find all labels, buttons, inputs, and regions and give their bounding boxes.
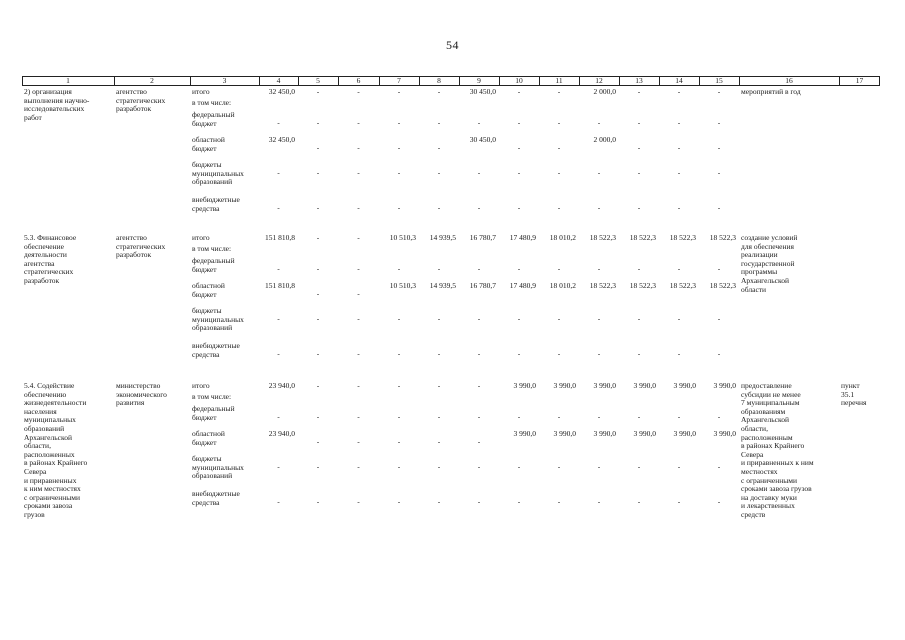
activity-name: 5.4. Содействие — [24, 381, 75, 390]
column-number: 2 — [150, 76, 154, 85]
empty-value: - — [397, 117, 401, 127]
empty-value: - — [717, 117, 721, 127]
amount-value: 151 810,8 — [265, 281, 295, 290]
column-number: 12 — [595, 76, 603, 85]
funding-source: в том числе: — [192, 98, 232, 107]
column-number: 3 — [222, 76, 227, 85]
empty-value: - — [637, 87, 641, 96]
empty-value: - — [477, 202, 481, 212]
amount-value: 14 939,5 — [429, 233, 456, 242]
funding-source: муниципальных — [192, 462, 244, 472]
amount-value: 3 990,0 — [713, 381, 736, 390]
empty-value: - — [316, 233, 320, 242]
empty-value: - — [437, 87, 441, 96]
empty-value: - — [717, 142, 721, 152]
column-number: 7 — [397, 76, 401, 85]
empty-value: - — [517, 411, 521, 421]
empty-value: - — [397, 167, 401, 177]
empty-value: - — [557, 411, 561, 421]
amount-value: 3 990,0 — [553, 429, 576, 438]
empty-value: - — [557, 348, 561, 358]
column-number: 8 — [437, 76, 441, 85]
expected-result: для обеспечения — [741, 241, 794, 251]
funding-source: бюджет — [192, 143, 217, 153]
amount-value: 18 010,2 — [549, 233, 576, 242]
empty-value: - — [437, 496, 441, 506]
page-number: 54 — [446, 38, 459, 52]
empty-value: - — [437, 436, 441, 446]
empty-value: - — [397, 436, 401, 446]
reference-note: 35.1 — [841, 389, 855, 399]
activity-name: к ним местностях — [24, 484, 81, 494]
empty-value: - — [397, 348, 401, 358]
expected-result: сроками завоза грузов — [741, 484, 812, 494]
empty-value: - — [677, 313, 681, 323]
amount-value: 2 000,0 — [593, 135, 616, 144]
empty-value: - — [717, 313, 721, 323]
amount-value: 32 450,0 — [268, 87, 295, 96]
empty-value: - — [477, 496, 481, 506]
empty-value: - — [677, 117, 681, 127]
funding-source: областной — [192, 135, 225, 144]
empty-value: - — [637, 167, 641, 177]
expected-result: предоставление — [741, 381, 792, 390]
expected-result: государственной — [741, 258, 795, 268]
amount-value: 3 990,0 — [553, 381, 576, 390]
funding-source: областной — [192, 281, 225, 290]
empty-value: - — [717, 348, 721, 358]
empty-value: - — [277, 348, 280, 358]
funding-source: образований — [192, 323, 233, 333]
empty-value: - — [357, 117, 360, 127]
empty-value: - — [437, 263, 441, 273]
empty-value: - — [437, 348, 441, 358]
empty-value: - — [316, 313, 320, 323]
activity-name: деятельности — [24, 250, 67, 260]
amount-value: 10 510,3 — [389, 281, 416, 290]
empty-value: - — [437, 142, 441, 152]
reference-note: перечня — [841, 398, 867, 408]
empty-value: - — [277, 496, 280, 506]
funding-source: муниципальных — [192, 314, 244, 324]
expected-result: средств — [741, 510, 766, 519]
empty-value: - — [557, 461, 561, 471]
empty-value: - — [477, 411, 481, 421]
funding-source: бюджет — [192, 412, 217, 422]
empty-value: - — [717, 496, 721, 506]
empty-value: - — [316, 436, 320, 446]
activity-name: в районах Крайнего — [24, 458, 88, 468]
empty-value: - — [677, 263, 681, 273]
empty-value: - — [316, 348, 320, 358]
amount-value: 18 522,3 — [669, 281, 696, 290]
empty-value: - — [597, 496, 601, 506]
empty-value: - — [316, 117, 320, 127]
expected-result: программы — [741, 267, 778, 277]
funding-source: образований — [192, 177, 233, 187]
empty-value: - — [357, 436, 360, 446]
empty-value: - — [637, 202, 641, 212]
amount-value: 16 780,7 — [469, 281, 496, 290]
column-number: 4 — [276, 76, 281, 85]
empty-value: - — [637, 263, 641, 273]
empty-value: - — [477, 117, 481, 127]
activity-name: расположенных — [24, 449, 75, 459]
column-number: 10 — [515, 76, 523, 85]
activity-name: работ — [24, 112, 42, 122]
amount-value: 3 990,0 — [513, 429, 536, 438]
empty-value: - — [637, 496, 641, 506]
empty-value: - — [357, 142, 360, 152]
empty-value: - — [597, 461, 601, 471]
funding-source: средства — [192, 349, 220, 359]
empty-value: - — [316, 288, 320, 298]
amount-value: 18 522,3 — [669, 233, 696, 242]
empty-value: - — [277, 461, 280, 471]
expected-result: Севера — [741, 449, 764, 459]
empty-value: - — [437, 411, 441, 421]
activity-name: обеспечению — [24, 389, 67, 399]
activity-name: стратегических — [24, 267, 74, 277]
empty-value: - — [357, 348, 360, 358]
empty-value: - — [557, 167, 561, 177]
empty-value: - — [637, 313, 641, 323]
expected-result: с ограниченными — [741, 475, 798, 485]
funding-source: федеральный — [192, 110, 235, 119]
amount-value: 3 990,0 — [633, 381, 656, 390]
expected-result: на доставку муки — [741, 492, 797, 502]
amount-value: 3 990,0 — [593, 429, 616, 438]
empty-value: - — [397, 202, 401, 212]
empty-value: - — [637, 461, 641, 471]
column-number: 5 — [316, 76, 320, 85]
amount-value: 30 450,0 — [469, 87, 496, 96]
reference-note: пункт — [841, 381, 860, 390]
empty-value: - — [357, 381, 360, 390]
empty-value: - — [357, 496, 360, 506]
empty-value: - — [597, 202, 601, 212]
amount-value: 10 510,3 — [389, 233, 416, 242]
empty-value: - — [357, 87, 360, 96]
empty-value: - — [717, 167, 721, 177]
funding-source: итого — [192, 233, 210, 242]
activity-name: с ограниченными — [24, 492, 81, 502]
empty-value: - — [357, 461, 360, 471]
empty-value: - — [316, 496, 320, 506]
activity-name: 2) организация — [24, 87, 72, 96]
empty-value: - — [517, 263, 521, 273]
activity-name: разработок — [24, 276, 60, 285]
empty-value: - — [717, 411, 721, 421]
empty-value: - — [437, 167, 441, 177]
amount-value: 3 990,0 — [593, 381, 616, 390]
amount-value: 2 000,0 — [593, 87, 616, 96]
empty-value: - — [316, 202, 320, 212]
funding-source: федеральный — [192, 404, 235, 413]
funding-source: федеральный — [192, 256, 235, 265]
amount-value: 3 990,0 — [673, 429, 696, 438]
funding-source: в том числе: — [192, 244, 232, 253]
empty-value: - — [597, 411, 601, 421]
empty-value: - — [477, 436, 481, 446]
expected-result: 7 муниципальным — [741, 398, 800, 408]
empty-value: - — [397, 142, 401, 152]
empty-value: - — [637, 142, 641, 152]
responsible-executor: министерство — [116, 381, 161, 390]
responsible-executor: стратегических — [116, 241, 166, 251]
empty-value: - — [517, 87, 521, 96]
column-number: 11 — [555, 76, 563, 85]
empty-value: - — [437, 117, 441, 127]
empty-value: - — [277, 313, 280, 323]
amount-value: 18 522,3 — [629, 233, 656, 242]
funding-source: образований — [192, 471, 233, 481]
expected-result: реализации — [741, 250, 778, 260]
funding-source: областной — [192, 429, 225, 438]
empty-value: - — [717, 87, 721, 96]
column-number: 13 — [635, 76, 643, 85]
funding-source: средства — [192, 497, 220, 507]
amount-value: 23 940,0 — [268, 429, 295, 438]
empty-value: - — [557, 142, 561, 152]
funding-source: муниципальных — [192, 168, 244, 178]
empty-value: - — [357, 202, 360, 212]
expected-result: Архангельской — [741, 276, 789, 285]
empty-value: - — [477, 313, 481, 323]
activity-name: образований — [24, 424, 65, 433]
activity-name: области, — [24, 441, 51, 451]
empty-value: - — [477, 381, 481, 390]
amount-value: 17 480,9 — [509, 281, 536, 290]
amount-value: 3 990,0 — [713, 429, 736, 438]
expected-result: области, — [741, 424, 768, 433]
activity-name: Архангельской — [24, 432, 72, 442]
responsible-executor: стратегических — [116, 95, 166, 105]
amount-value: 18 522,3 — [629, 281, 656, 290]
amount-value: 30 450,0 — [469, 135, 496, 144]
column-number: 16 — [785, 76, 793, 85]
funding-source: в том числе: — [192, 392, 232, 401]
activity-name: жизнедеятельности — [24, 398, 87, 408]
empty-value: - — [597, 348, 601, 358]
activity-name: грузов — [24, 510, 45, 519]
empty-value: - — [437, 202, 441, 212]
expected-result: и лекарственных — [741, 501, 795, 511]
empty-value: - — [677, 496, 681, 506]
empty-value: - — [597, 263, 601, 273]
amount-value: 18 522,3 — [709, 233, 736, 242]
amount-value: 18 522,3 — [709, 281, 736, 290]
empty-value: - — [557, 117, 561, 127]
empty-value: - — [397, 411, 401, 421]
empty-value: - — [357, 167, 360, 177]
empty-value: - — [357, 263, 360, 273]
funding-source: бюджет — [192, 437, 217, 447]
activity-name: агентства — [24, 258, 55, 268]
funding-source: внебюджетные — [192, 489, 240, 498]
responsible-executor: экономического — [116, 389, 167, 399]
empty-value: - — [316, 87, 320, 96]
empty-value: - — [397, 381, 401, 390]
empty-value: - — [557, 202, 561, 212]
activity-name: исследовательских — [24, 104, 85, 114]
empty-value: - — [517, 117, 521, 127]
amount-value: 151 810,8 — [265, 233, 295, 242]
activity-name: сроками завоза — [24, 501, 73, 511]
empty-value: - — [517, 461, 521, 471]
activity-name: населения — [24, 406, 57, 416]
empty-value: - — [637, 411, 641, 421]
empty-value: - — [677, 167, 681, 177]
column-number: 15 — [715, 76, 723, 85]
expected-result: образованиям — [741, 406, 786, 416]
expected-result: расположенным — [741, 432, 793, 442]
empty-value: - — [517, 167, 521, 177]
empty-value: - — [637, 117, 641, 127]
empty-value: - — [557, 263, 561, 273]
funding-source: внебюджетные — [192, 195, 240, 204]
amount-value: 14 939,5 — [429, 281, 456, 290]
activity-name: Севера — [24, 467, 47, 476]
funding-source: внебюджетные — [192, 341, 240, 350]
funding-source: бюджет — [192, 289, 217, 299]
empty-value: - — [316, 381, 320, 390]
amount-value: 18 522,3 — [589, 233, 616, 242]
expected-result: области — [741, 284, 767, 294]
amount-value: 18 010,2 — [549, 281, 576, 290]
empty-value: - — [397, 87, 401, 96]
empty-value: - — [316, 411, 320, 421]
empty-value: - — [316, 142, 320, 152]
column-number: 17 — [855, 76, 864, 85]
responsible-executor: разработок — [116, 104, 152, 114]
funding-source: итого — [192, 381, 210, 390]
empty-value: - — [517, 496, 521, 506]
empty-value: - — [277, 263, 280, 273]
empty-value: - — [637, 348, 641, 358]
empty-value: - — [316, 461, 320, 471]
empty-value: - — [677, 87, 681, 96]
funding-source: средства — [192, 203, 220, 213]
empty-value: - — [677, 348, 681, 358]
empty-value: - — [477, 348, 481, 358]
amount-value: 3 990,0 — [673, 381, 696, 390]
empty-value: - — [557, 313, 561, 323]
empty-value: - — [437, 381, 441, 390]
activity-name: 5.3. Финансовое — [24, 233, 77, 242]
empty-value: - — [397, 496, 401, 506]
activity-name: муниципальных — [24, 415, 76, 425]
empty-value: - — [597, 117, 601, 127]
empty-value: - — [517, 348, 521, 358]
expected-result: в районах Крайнего — [741, 441, 805, 451]
column-number: 6 — [356, 76, 361, 85]
responsible-executor: развития — [116, 398, 145, 408]
empty-value: - — [677, 142, 681, 152]
empty-value: - — [357, 411, 360, 421]
funding-source: бюджеты — [192, 306, 222, 315]
budget-table — [22, 76, 880, 519]
funding-source: бюджеты — [192, 160, 222, 169]
empty-value: - — [517, 202, 521, 212]
empty-value: - — [277, 411, 280, 421]
empty-value: - — [397, 461, 401, 471]
responsible-executor: агентство — [116, 233, 147, 242]
empty-value: - — [557, 87, 561, 96]
funding-source: итого — [192, 87, 210, 96]
activity-name: выполнения научно- — [24, 95, 90, 105]
empty-value: - — [397, 263, 401, 273]
amount-value: 18 522,3 — [589, 281, 616, 290]
empty-value: - — [717, 461, 721, 471]
empty-value: - — [557, 496, 561, 506]
column-number: 14 — [675, 76, 683, 85]
empty-value: - — [717, 202, 721, 212]
empty-value: - — [397, 313, 401, 323]
funding-source: бюджеты — [192, 454, 222, 463]
funding-source: бюджет — [192, 264, 217, 274]
expected-result: и приравненных к ним — [741, 458, 814, 468]
amount-value: 17 480,9 — [509, 233, 536, 242]
amount-value: 3 990,0 — [513, 381, 536, 390]
empty-value: - — [517, 142, 521, 152]
column-number: 9 — [477, 76, 481, 85]
empty-value: - — [677, 411, 681, 421]
empty-value: - — [316, 263, 320, 273]
responsible-executor: агентство — [116, 87, 147, 96]
empty-value: - — [277, 117, 280, 127]
empty-value: - — [677, 202, 681, 212]
empty-value: - — [477, 461, 481, 471]
empty-value: - — [477, 167, 481, 177]
amount-value: 3 990,0 — [633, 429, 656, 438]
expected-result: создание условий — [741, 233, 798, 242]
empty-value: - — [357, 233, 360, 242]
expected-result: субсидии не менее — [741, 389, 801, 399]
empty-value: - — [717, 263, 721, 273]
empty-value: - — [677, 461, 681, 471]
empty-value: - — [437, 313, 441, 323]
empty-value: - — [357, 313, 360, 323]
expected-result: мероприятий в год — [741, 87, 801, 96]
expected-result: местностях — [741, 467, 778, 476]
empty-value: - — [597, 313, 601, 323]
amount-value: 23 940,0 — [268, 381, 295, 390]
empty-value: - — [597, 167, 601, 177]
funding-source: бюджет — [192, 118, 217, 128]
empty-value: - — [316, 167, 320, 177]
empty-value: - — [437, 461, 441, 471]
amount-value: 32 450,0 — [268, 135, 295, 144]
empty-value: - — [277, 202, 280, 212]
activity-name: обеспечение — [24, 241, 64, 251]
activity-name: и приравненных — [24, 475, 77, 485]
column-number: 1 — [66, 76, 70, 85]
empty-value: - — [357, 288, 360, 298]
responsible-executor: разработок — [116, 250, 152, 260]
empty-value: - — [517, 313, 521, 323]
empty-value: - — [477, 263, 481, 273]
empty-value: - — [277, 167, 280, 177]
expected-result: Архангельской — [741, 415, 789, 425]
amount-value: 16 780,7 — [469, 233, 496, 242]
